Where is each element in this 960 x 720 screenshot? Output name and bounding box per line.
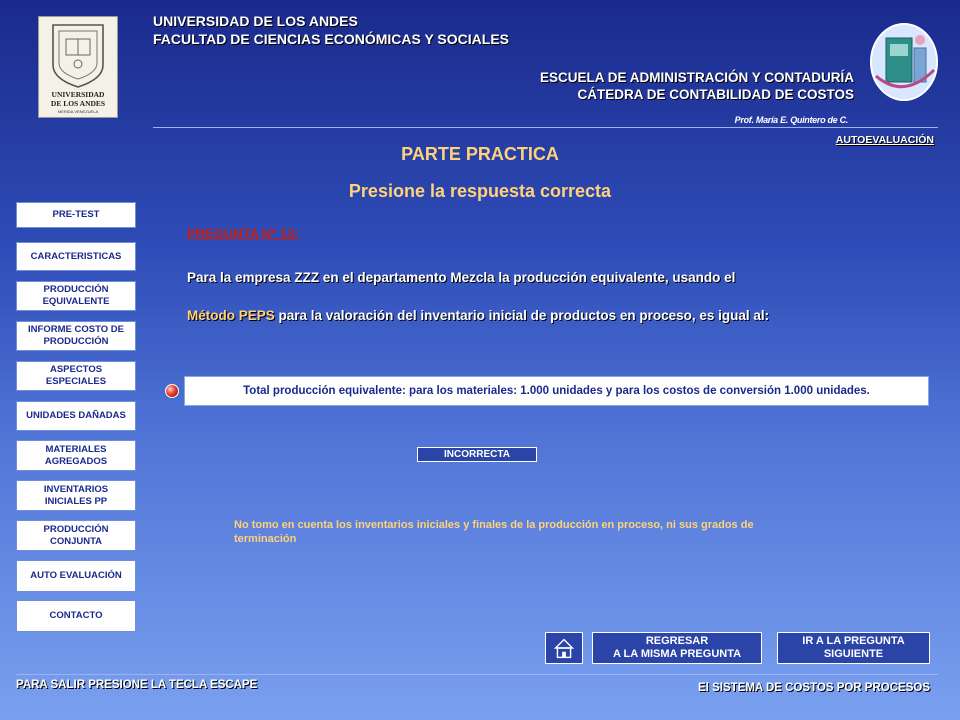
home-icon — [546, 633, 582, 663]
sidebar-item-pre-test[interactable] — [16, 202, 136, 228]
sidebar-item-label: INVENTARIOS INICIALES PP — [43, 483, 109, 507]
result-badge: INCORRECTA — [417, 447, 537, 462]
faculty-name: FACULTAD DE CIENCIAS ECONÓMICAS Y SOCIALES — [153, 31, 509, 47]
logo-text-line2: DE LOS ANDES — [50, 99, 106, 108]
question-number: PREGUNTA Nº 13: — [187, 226, 299, 241]
university-title — [153, 12, 509, 48]
school-name: ESCUELA DE ADMINISTRACIÓN Y CONTADURÍA — [539, 70, 854, 85]
next-button-line2: SIGUIENTE — [823, 648, 884, 660]
exit-hint: PARA SALIR PRESIONE LA TECLA ESCAPE — [16, 679, 258, 691]
sidebar-item-informe-costo[interactable] — [16, 321, 136, 351]
sidebar-item-label: AUTO EVALUACIÓN — [30, 570, 122, 581]
professor-name: Prof. María E. Quintero de C. — [734, 115, 848, 125]
next-question-button[interactable] — [777, 632, 930, 664]
sidebar-item-materiales-agregados[interactable] — [16, 440, 136, 471]
back-button-line1: REGRESAR — [645, 635, 709, 647]
sidebar-item-label: UNIDADES DAÑADAS — [26, 410, 126, 421]
feedback-text: No tomo en cuenta los inventarios iniciales y finales de la producción en proceso, ni sus grados de terminación — [234, 519, 754, 545]
school-title — [540, 69, 854, 103]
question-text-line1: Para la empresa ZZZ en el departamento Mezcla la producción equivalente, usando el — [187, 270, 736, 285]
sidebar-item-label: PRODUCCIÓN CONJUNTA — [43, 523, 109, 547]
decorative-illustration — [868, 20, 940, 104]
chair-name: CÁTEDRA DE CONTABILIDAD DE COSTOS — [577, 87, 854, 102]
question-text-rest: para la valoración del inventario inicial de productos en proceso, es igual al: — [274, 308, 770, 323]
header-divider — [153, 127, 938, 128]
sidebar-item-produccion-equivalente[interactable] — [16, 281, 136, 311]
sidebar-item-caracteristicas[interactable] — [16, 242, 136, 271]
university-name: UNIVERSIDAD DE LOS ANDES — [153, 13, 358, 29]
footer-divider — [16, 674, 938, 675]
sidebar-item-label: PRODUCCIÓN EQUIVALENTE — [42, 284, 110, 307]
sidebar-item-produccion-conjunta[interactable] — [16, 520, 136, 551]
sidebar-item-unidades-danadas[interactable] — [16, 401, 136, 431]
sidebar-item-contacto[interactable] — [16, 600, 136, 632]
back-to-question-button[interactable] — [592, 632, 762, 664]
sidebar-item-label: MATERIALES AGREGADOS — [44, 443, 108, 467]
sidebar-item-label: CARACTERISTICAS — [30, 250, 122, 262]
logo-text-line1: UNIVERSIDAD — [51, 90, 105, 99]
sidebar-item-auto-evaluacion[interactable] — [16, 560, 136, 592]
sidebar-item-label: CONTACTO — [49, 610, 103, 621]
sidebar-item-label: ASPECTOS ESPECIALES — [45, 364, 107, 387]
sidebar-item-inventarios-iniciales[interactable] — [16, 480, 136, 511]
question-method: Método PEPS — [187, 308, 275, 323]
answer-option-label: Total producción equivalente: para los materiales: 1.000 unidades y para los costos de conversión 1.000 unidades. — [243, 385, 870, 397]
logo-text-line3: MERIDA VENEZUELA — [57, 109, 99, 114]
home-button[interactable] — [545, 632, 583, 664]
next-button-line1: IR A LA PREGUNTA — [802, 635, 905, 647]
sidebar-item-aspectos-especiales[interactable] — [16, 361, 136, 391]
sidebar-item-label: PRE-TEST — [52, 209, 100, 220]
answer-option[interactable] — [184, 376, 929, 406]
self-evaluation-link[interactable]: AUTOEVALUACIÓN — [835, 134, 934, 146]
system-name: El SISTEMA DE COSTOS POR PROCESOS — [698, 682, 930, 694]
question-text-line2 — [187, 308, 769, 323]
sidebar-item-label: INFORME COSTO DE PRODUCCIÓN — [28, 324, 124, 347]
university-logo — [38, 16, 118, 118]
instruction-title: Presione la respuesta correcta — [348, 181, 612, 201]
part-title: PARTE PRACTICA — [401, 144, 559, 164]
selected-answer-bullet-icon[interactable] — [165, 384, 179, 398]
back-button-line2: A LA MISMA PREGUNTA — [612, 648, 742, 660]
